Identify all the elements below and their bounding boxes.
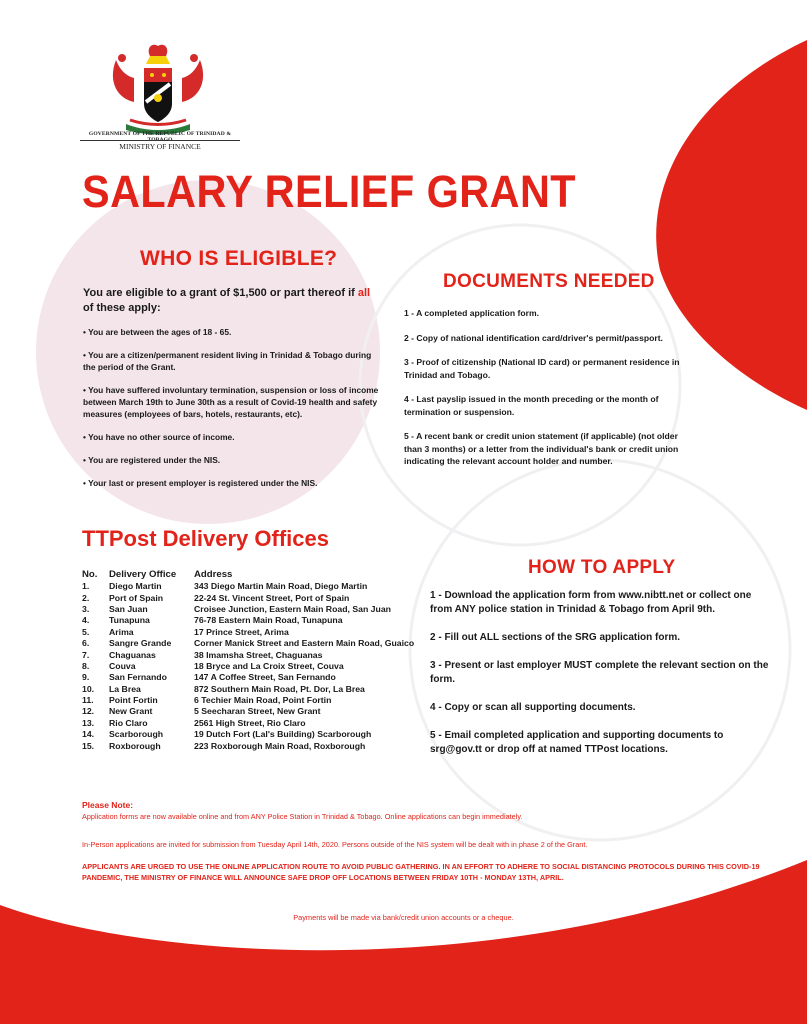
table-row xyxy=(82,729,414,740)
office-name: New Grant xyxy=(109,706,153,717)
how-to-apply-heading: HOW TO APPLY xyxy=(528,557,676,578)
office-name: Sangre Grande xyxy=(109,638,172,649)
document-item: 3 - Proof of citizenship (National ID card) or permanent residence in Trinidad and Tobago. xyxy=(404,357,680,380)
criteria-item: • You are between the ages of 18 - 65. xyxy=(83,327,232,337)
office-number: 6. xyxy=(82,638,90,649)
office-address: Croisee Junction, Eastern Main Road, San Juan xyxy=(194,603,391,614)
apply-step: 4 - Copy or scan all supporting documents. xyxy=(430,702,636,713)
table-header-row xyxy=(82,568,414,581)
table-row xyxy=(82,661,414,672)
office-address: 22-24 St. Vincent Street, Port of Spain xyxy=(194,592,350,603)
office-number: 2. xyxy=(82,592,90,603)
office-number: 13. xyxy=(82,717,95,728)
payments-note: Payments will be made via bank/credit union accounts or a cheque. xyxy=(293,913,514,922)
note-warning: APPLICANTS ARE URGED TO USE THE ONLINE APPLICATION ROUTE TO AVOID PUBLIC GATHERING. IN AN EFFORT TO ADHERE TO SOCIAL DISTANCING PROTOCOLS DURING THIS COVID-19 PANDEMIC, THE MINISTRY OF FINANCE WILL ANNOUNCE SAFE DROP OFF LOCATIONS BETWEEN FRIDAY 10TH - MONDAY 13TH, APRIL. xyxy=(82,862,760,882)
bottom-red-wave xyxy=(0,860,807,1024)
criteria-item: • You are a citizen/permanent resident living in Trinidad & Tobago during the period of the Grant. xyxy=(83,350,372,372)
intro-text-end: of these apply: xyxy=(83,302,161,314)
office-address: 76-78 Eastern Main Road, Tunapuna xyxy=(194,615,343,626)
eligibility-heading: WHO IS ELIGIBLE? xyxy=(140,247,338,270)
intro-highlight: all xyxy=(357,287,371,299)
document-item: 4 - Last payslip issued in the month preceding or the month of termination or suspension. xyxy=(404,394,659,417)
table-row xyxy=(82,592,414,603)
office-address: 18 Bryce and La Croix Street, Couva xyxy=(194,660,344,671)
office-name: San Fernando xyxy=(109,672,167,683)
offices-table xyxy=(82,568,414,752)
office-address: Corner Manick Street and Eastern Main Road, Guaico xyxy=(194,638,415,649)
office-number: 7. xyxy=(82,649,90,660)
table-row xyxy=(82,615,414,626)
column-header-address: Address xyxy=(194,569,233,580)
column-header-no: No. xyxy=(82,569,98,580)
eligibility-criteria-list xyxy=(83,326,383,500)
office-name: Scarborough xyxy=(109,729,164,740)
office-address: 343 Diego Martin Main Road, Diego Martin xyxy=(194,581,368,592)
office-number: 12. xyxy=(82,706,95,717)
criteria-item: • You are registered under the NIS. xyxy=(83,455,221,465)
page-title: SALARY RELIEF GRANT xyxy=(82,166,577,217)
criteria-item: • Your last or present employer is registered under the NIS. xyxy=(83,478,318,488)
office-address: 6 Techier Main Road, Point Fortin xyxy=(194,695,332,706)
document-item: 1 - A completed application form. xyxy=(404,308,539,318)
table-row xyxy=(82,604,414,615)
ministry-name: MINISTRY OF FINANCE xyxy=(80,140,240,151)
government-name: GOVERNMENT OF THE REPUBLIC OF TRINIDAD & TOBAGO xyxy=(88,131,232,143)
office-name: Tunapuna xyxy=(109,615,150,626)
table-row xyxy=(82,627,414,638)
apply-step: 5 - Email completed application and supporting documents to srg@gov.tt or drop off at named TTPost locations. xyxy=(430,730,724,755)
table-row xyxy=(82,672,414,683)
column-header-office: Delivery Office xyxy=(109,569,177,580)
office-number: 3. xyxy=(82,603,90,614)
office-name: Roxborough xyxy=(109,740,161,751)
office-number: 8. xyxy=(82,660,90,671)
criteria-item: • You have no other source of income. xyxy=(83,432,235,442)
office-number: 10. xyxy=(82,683,95,694)
office-name: Rio Claro xyxy=(109,717,148,728)
office-address: 872 Southern Main Road, Pt. Dor, La Brea xyxy=(194,683,365,694)
table-row xyxy=(82,740,414,751)
note-line: In-Person applications are invited for submission from Tuesday April 14th, 2020. Persons outside of the NIS system will be dealt with in phase 2 of the Grant. xyxy=(82,840,588,849)
office-number: 4. xyxy=(82,615,90,626)
apply-step: 3 - Present or last employer MUST complete the relevant section on the form. xyxy=(430,660,769,685)
table-row xyxy=(82,695,414,706)
office-address: 17 Prince Street, Arima xyxy=(194,626,289,637)
office-address: 223 Roxborough Main Road, Roxborough xyxy=(194,740,366,751)
apply-step: 2 - Fill out ALL sections of the SRG application form. xyxy=(430,632,681,643)
note-title: Please Note: xyxy=(82,800,134,810)
office-address: 2561 High Street, Rio Claro xyxy=(194,717,306,728)
table-row xyxy=(82,638,414,649)
office-number: 15. xyxy=(82,740,95,751)
table-row xyxy=(82,706,414,717)
office-address: 5 Seecharan Street, New Grant xyxy=(194,706,321,717)
office-name: La Brea xyxy=(109,683,141,694)
office-number: 1. xyxy=(82,581,90,592)
table-row xyxy=(82,649,414,660)
document-item: 2 - Copy of national identification card/driver's permit/passport. xyxy=(404,332,663,343)
offices-heading: TTPost Delivery Offices xyxy=(82,526,329,551)
note-line: Application forms are now available online and from ANY Police Station in Trinidad & Tobago. Online applications can begin immediately. xyxy=(82,812,523,821)
office-name: Port of Spain xyxy=(109,592,164,603)
office-name: Diego Martin xyxy=(109,581,162,592)
document-item: 5 - A recent bank or credit union statement (if applicable) (not older than 3 months) or a letter from the individual's bank or credit union indicating the relevant account holder and number. xyxy=(404,431,679,466)
office-name: Point Fortin xyxy=(109,695,158,706)
table-row xyxy=(82,684,414,695)
eligibility-intro xyxy=(83,286,373,316)
office-name: San Juan xyxy=(109,603,148,614)
office-name: Couva xyxy=(109,660,136,671)
office-name: Chaguanas xyxy=(109,649,156,660)
documents-heading: DOCUMENTS NEEDED xyxy=(443,271,655,292)
coat-of-arms-icon xyxy=(96,40,220,138)
office-name: Arima xyxy=(109,626,134,637)
office-number: 9. xyxy=(82,672,90,683)
office-number: 14. xyxy=(82,729,95,740)
office-address: 38 Imamsha Street, Chaguanas xyxy=(194,649,323,660)
documents-list xyxy=(404,307,687,480)
office-number: 5. xyxy=(82,626,90,637)
table-row xyxy=(82,581,414,592)
office-address: 19 Dutch Fort (Lal's Building) Scarborough xyxy=(194,729,372,740)
table-row xyxy=(82,718,414,729)
intro-text-start: You are eligible to a grant of $1,500 or part thereof if xyxy=(83,287,358,299)
office-address: 147 A Coffee Street, San Fernando xyxy=(194,672,336,683)
office-number: 11. xyxy=(82,695,94,706)
apply-step: 1 - Download the application form from www.nibtt.net or collect one from ANY police station in Trinidad & Tobago from April 9th. xyxy=(430,590,752,615)
criteria-item: • You have suffered involuntary termination, suspension or loss of income between March 19th to June 30th as a result of Covid-19 health and safety measures (employees of bars, hotels, restaurants, etc). xyxy=(83,385,379,419)
how-to-apply-steps xyxy=(430,589,770,771)
